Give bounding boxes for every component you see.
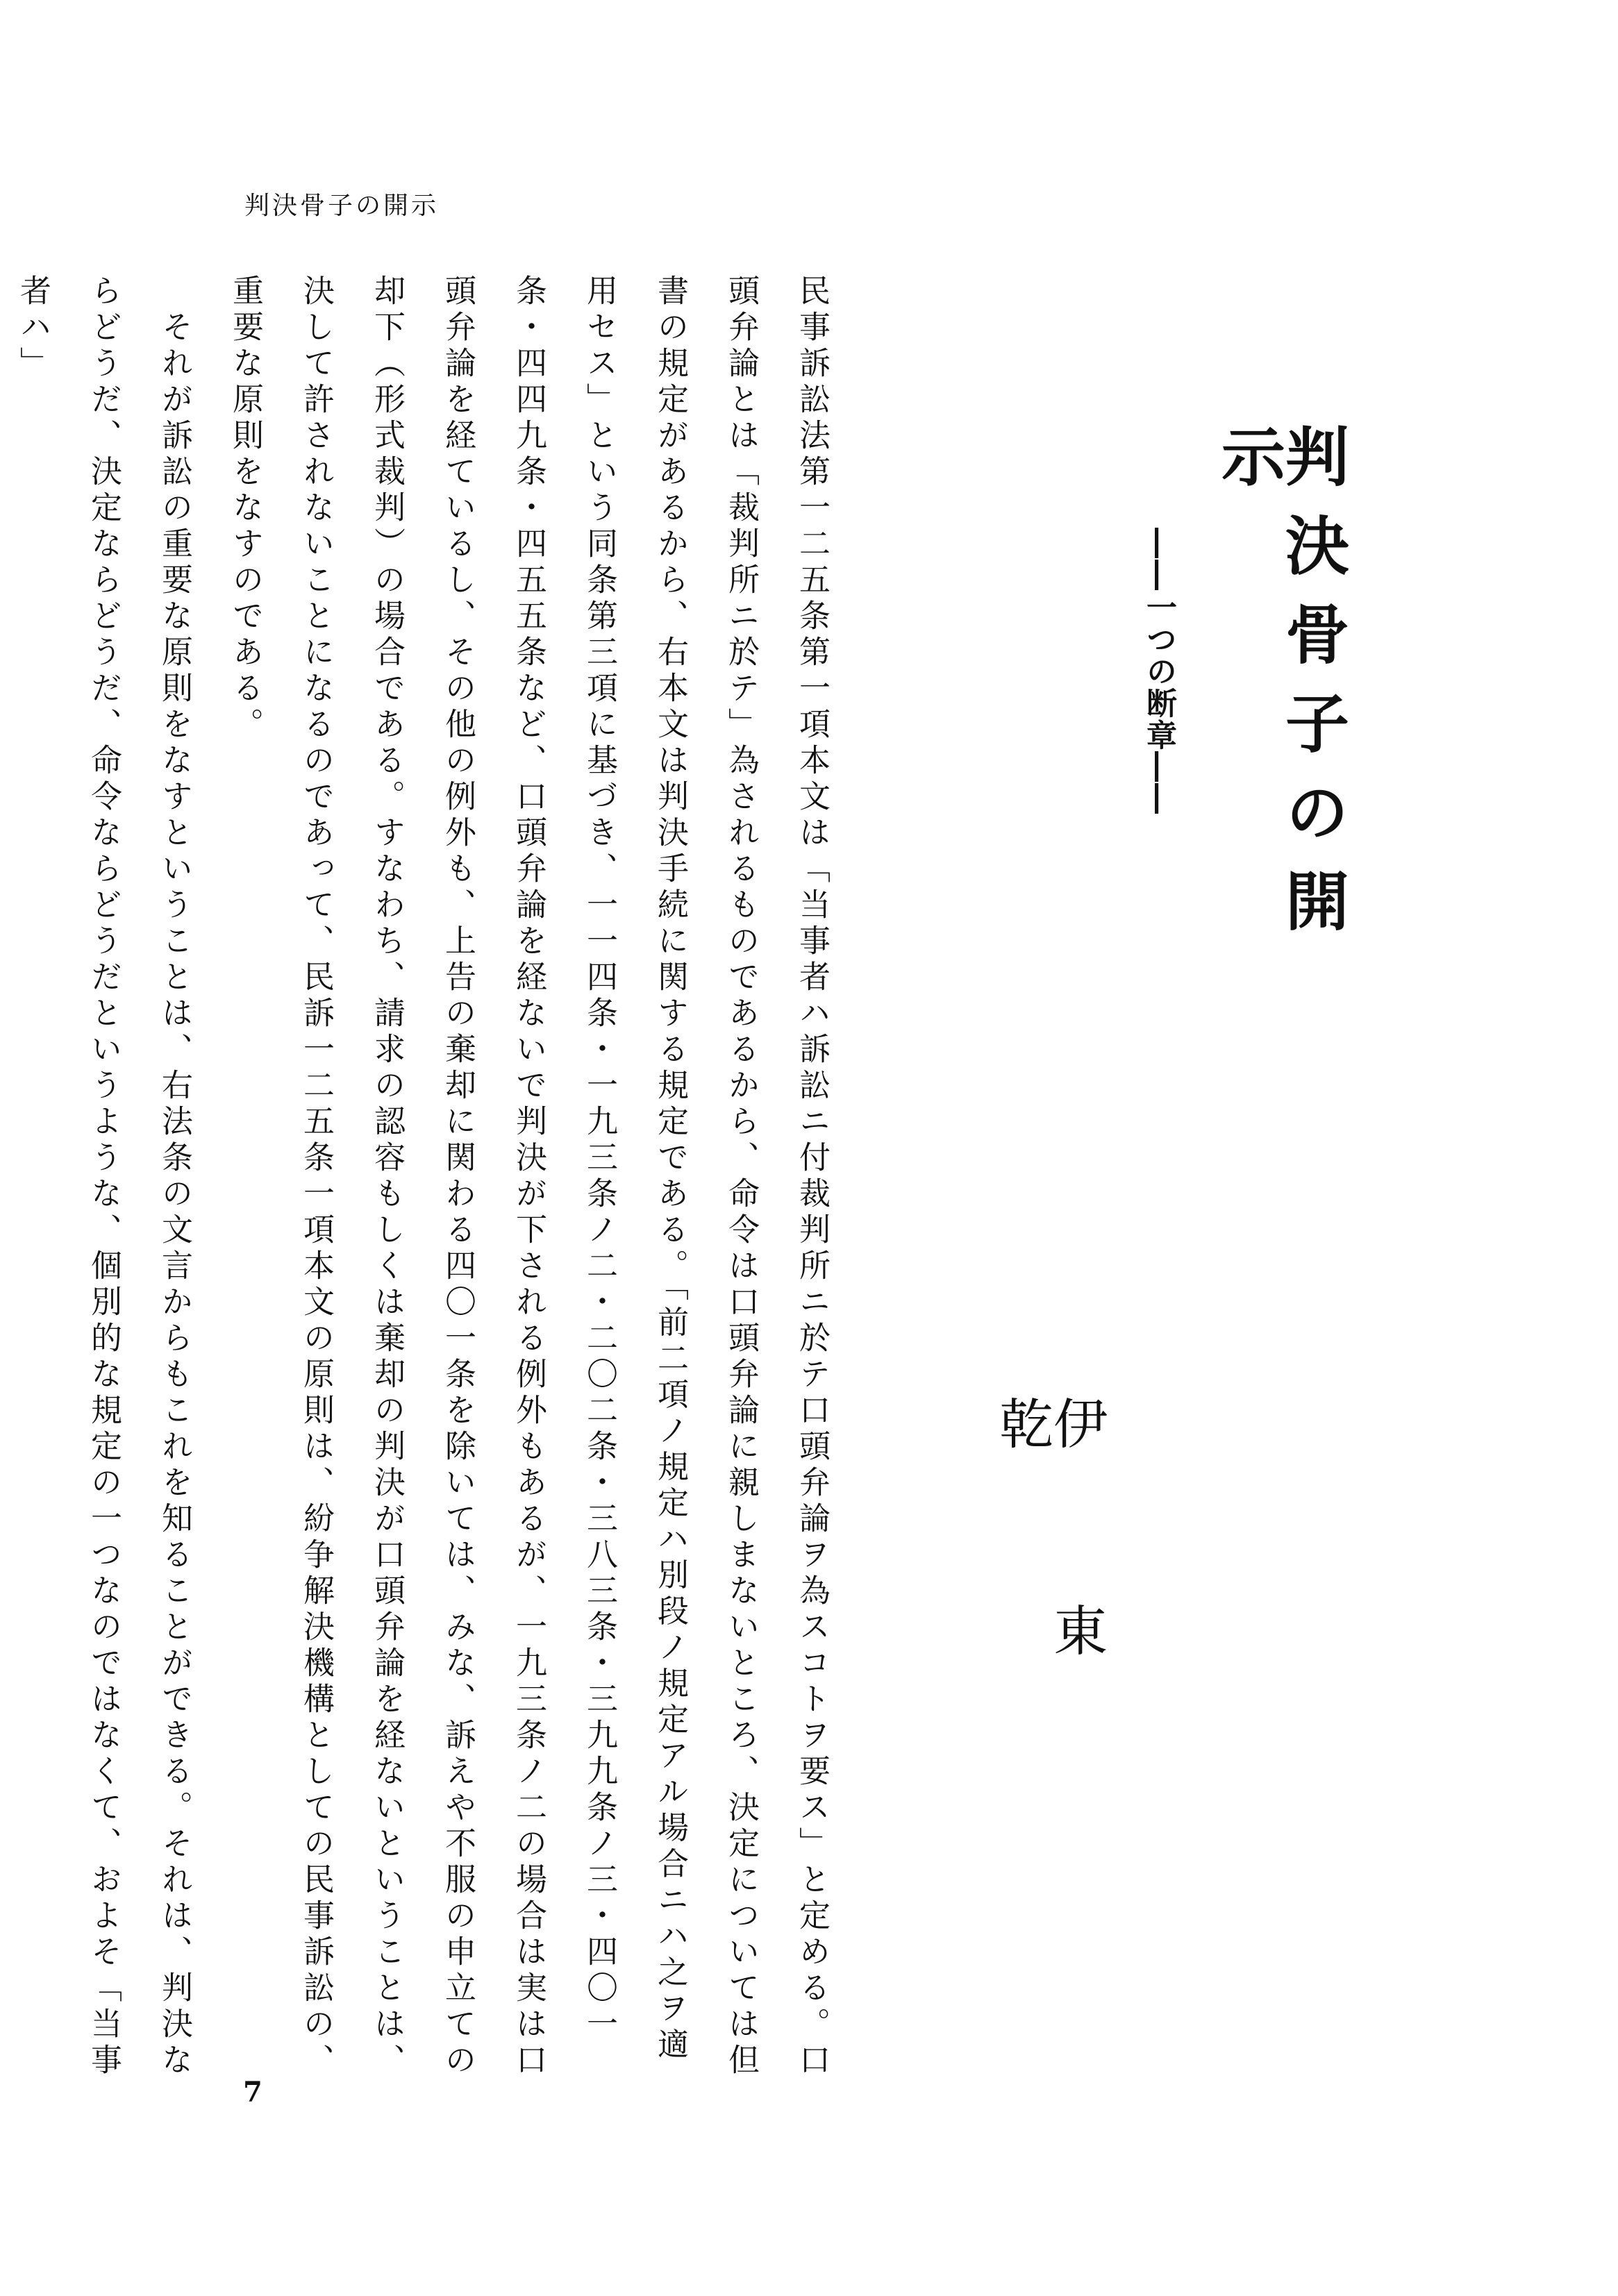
article-title: 判決骨子の開示 — [1211, 424, 1350, 957]
page-number: 7 — [243, 2076, 262, 2109]
body-paragraph-1: 民事訴訟法第一二五条第一項本文は「当事者ハ訴訟ニ付裁判所ニ於テ口頭弁論ヲ為スコトヲ要ス」と定める。口頭弁論とは「裁判所ニ於テ」為されるものであるから、命令は口頭弁論に親しまないところ、決定については但書の規定があるから、右本文は判決手続に関する規定である。「前二項ノ規定ハ別段ノ規定アル場合ニハ之ヲ適用セス」という同条第三項に基づき、一一四条・一九三条ノ二・二〇二条・三八三条・三九九条ノ三・四〇一条・四四九条・四五五条など、口頭弁論を経ないで判決が下される例外もあるが、一九三条ノ二の場合は実は口頭弁論を経ているし、その他の例外も、上告の棄却に関わる四〇一条を除いては、みな、訴えや不服の申立ての却下（形式裁判）の場合である。すなわち、請求の認容もしくは棄却の判決が口頭弁論を経ないということは、決して許されないことになるのであって、民訴一二五条一項本文の原則は、紛争解決機構としての民事訴訟の、重要な原則をなすのである。 — [227, 274, 831, 2079]
article-body — [15, 274, 847, 2079]
running-head: 判決骨子の開示 — [244, 192, 440, 220]
author-name: 伊東乾 — [990, 1396, 1107, 1809]
body-paragraph-2: それが訴訟の重要な原則をなすということは、右法条の文言からもこれを知ることができる。それは、判決ならどうだ、決定ならどうだ、命令ならどうだというような、個別的な規定の一つなのではなくて、およそ「当事者ハ」 — [15, 274, 193, 2079]
article-subtitle: ――一つの断章―― — [1141, 528, 1176, 815]
